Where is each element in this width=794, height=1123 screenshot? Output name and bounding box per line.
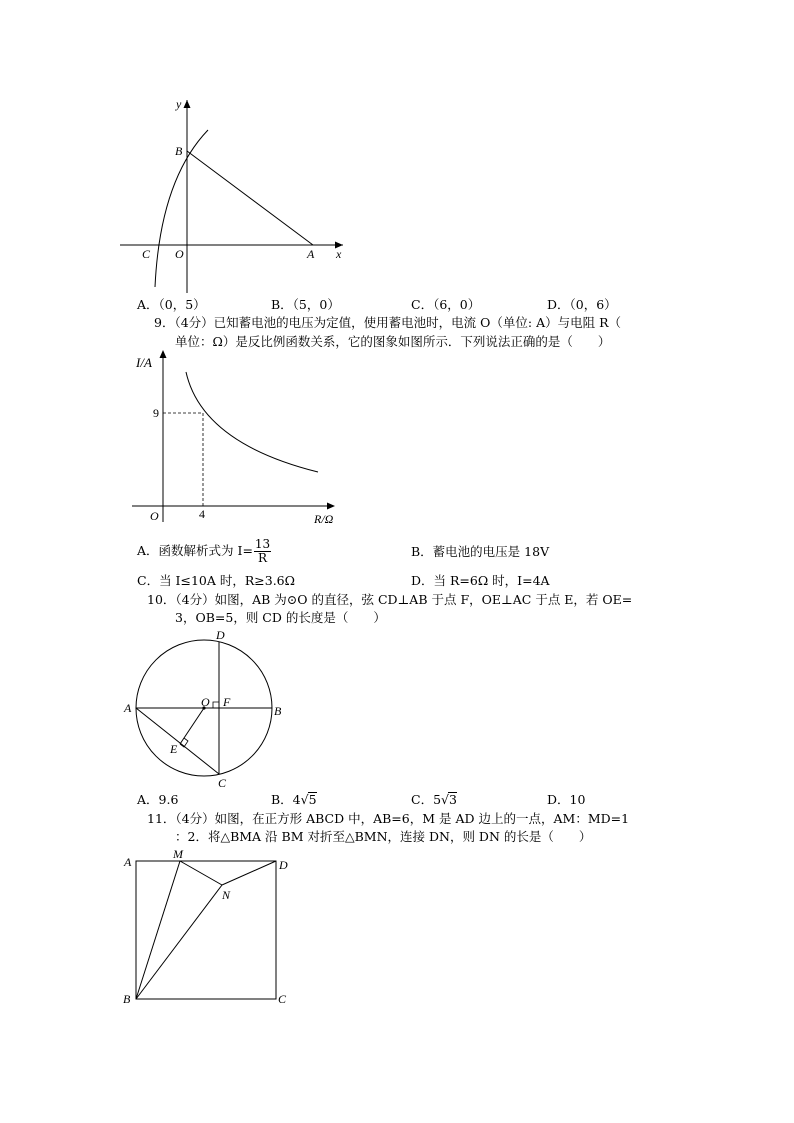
point-N-label: N (222, 888, 231, 902)
chord-AC (136, 708, 219, 774)
q9-option-b[interactable]: B．蓄电池的电压是 18V (411, 544, 550, 559)
q9-figure (125, 345, 350, 530)
q10-figure (118, 622, 298, 794)
point-B-label: B (175, 144, 183, 158)
segment-ND (222, 861, 276, 885)
q9-option-a[interactable] (137, 538, 271, 565)
x-axis-label: x (336, 247, 342, 261)
point-B-label: B (123, 992, 131, 1006)
point-E-label: E (170, 742, 178, 756)
inverse-curve (186, 372, 318, 472)
point-M-label: M (173, 847, 183, 861)
q9-stem-line1: 9．（4分）已知蓄电池的电压为定值，使用蓄电池时，电流 O（单位: A）与电阻 R（ (154, 315, 621, 330)
q8-option-c[interactable]: C．（6，0） (411, 297, 481, 312)
segment-BM (136, 861, 180, 999)
q8-option-b[interactable]: B．（5，0） (271, 297, 340, 312)
q9-option-c[interactable]: C．当 I≤10A 时，R≥3.6Ω (137, 573, 295, 588)
q9-stem-line2: 单位：Ω）是反比例函数关系，它的图象如图所示．下列说法正确的是（ ） (175, 334, 611, 349)
point-O-label: O (201, 695, 210, 709)
segment-BN (136, 885, 222, 999)
sqrt-sign: √ (300, 792, 309, 807)
q10-stem-line1: 10．（4分）如图，AB 为⊙O 的直径，弦 CD⊥AB 于点 F，OE⊥AC 于点 E，若 OE= (147, 592, 633, 607)
point-D-label: D (279, 858, 288, 872)
i-axis-arrow (160, 350, 167, 358)
i-tick-9: 9 (153, 406, 159, 420)
point-D-label: D (216, 628, 225, 642)
segment-BA (187, 151, 313, 245)
y-axis-arrow (184, 100, 191, 108)
point-C-label: C (218, 776, 227, 790)
r-axis-arrow (327, 503, 335, 510)
point-A-label: A (124, 701, 132, 715)
q10-option-b[interactable] (271, 792, 317, 808)
q8-figure (110, 90, 360, 300)
square-ABCD (136, 861, 276, 999)
r-axis-label: R/Ω (314, 512, 334, 526)
q11-stem-line1: 11．（4分）如图，在正方形 ABCD 中，AB=6，M 是 AD 边上的一点，AM：MD=1 (147, 811, 630, 826)
point-C-label: C (278, 992, 287, 1006)
q11-stem-line2: ：2．将△BMA 沿 BM 对折至△BMN，连接 DN，则 DN 的长是（ ） (175, 829, 592, 844)
r-tick-4: 4 (199, 507, 205, 521)
y-axis-label: y (176, 97, 182, 111)
q8-option-d[interactable]: D．（0，6） (547, 297, 617, 312)
q10-option-d[interactable]: D．10 (547, 792, 586, 807)
fraction-denominator: R (258, 551, 268, 565)
q10-option-c-text: C．5 (411, 792, 442, 807)
q10-option-b-text: B．4 (271, 792, 301, 807)
point-C-label: C (142, 247, 151, 261)
origin-label: O (150, 509, 159, 523)
point-B-label: B (274, 704, 282, 718)
q10-option-b-radicand: 5 (308, 792, 317, 807)
q8-option-a[interactable]: A．（0，5） (137, 297, 206, 312)
q9-option-a-text: A．函数解析式为 I= (137, 543, 253, 558)
i-axis-label: I/A (136, 355, 152, 370)
right-angle-F (213, 702, 219, 708)
q10-option-c[interactable] (411, 792, 457, 808)
fraction-numerator: 13 (254, 537, 271, 551)
q10-option-a[interactable]: A．9.6 (137, 792, 179, 807)
point-F-label: F (223, 695, 231, 709)
segment-OE (180, 708, 204, 744)
q9-option-d[interactable]: D．当 R=6Ω 时，I=4A (411, 573, 550, 588)
q9-option-a-fraction (254, 538, 271, 565)
sqrt-sign: √ (441, 792, 449, 807)
origin-label: O (175, 247, 184, 261)
q10-option-c-radicand: 3 (449, 792, 457, 807)
segment-MN (180, 861, 222, 885)
q11-figure (118, 845, 298, 1010)
q10-stem-line2: 3，OB=5，则 CD 的长度是（ ） (175, 610, 386, 625)
point-A-label: A (124, 855, 132, 869)
point-A-label: A (307, 247, 315, 261)
